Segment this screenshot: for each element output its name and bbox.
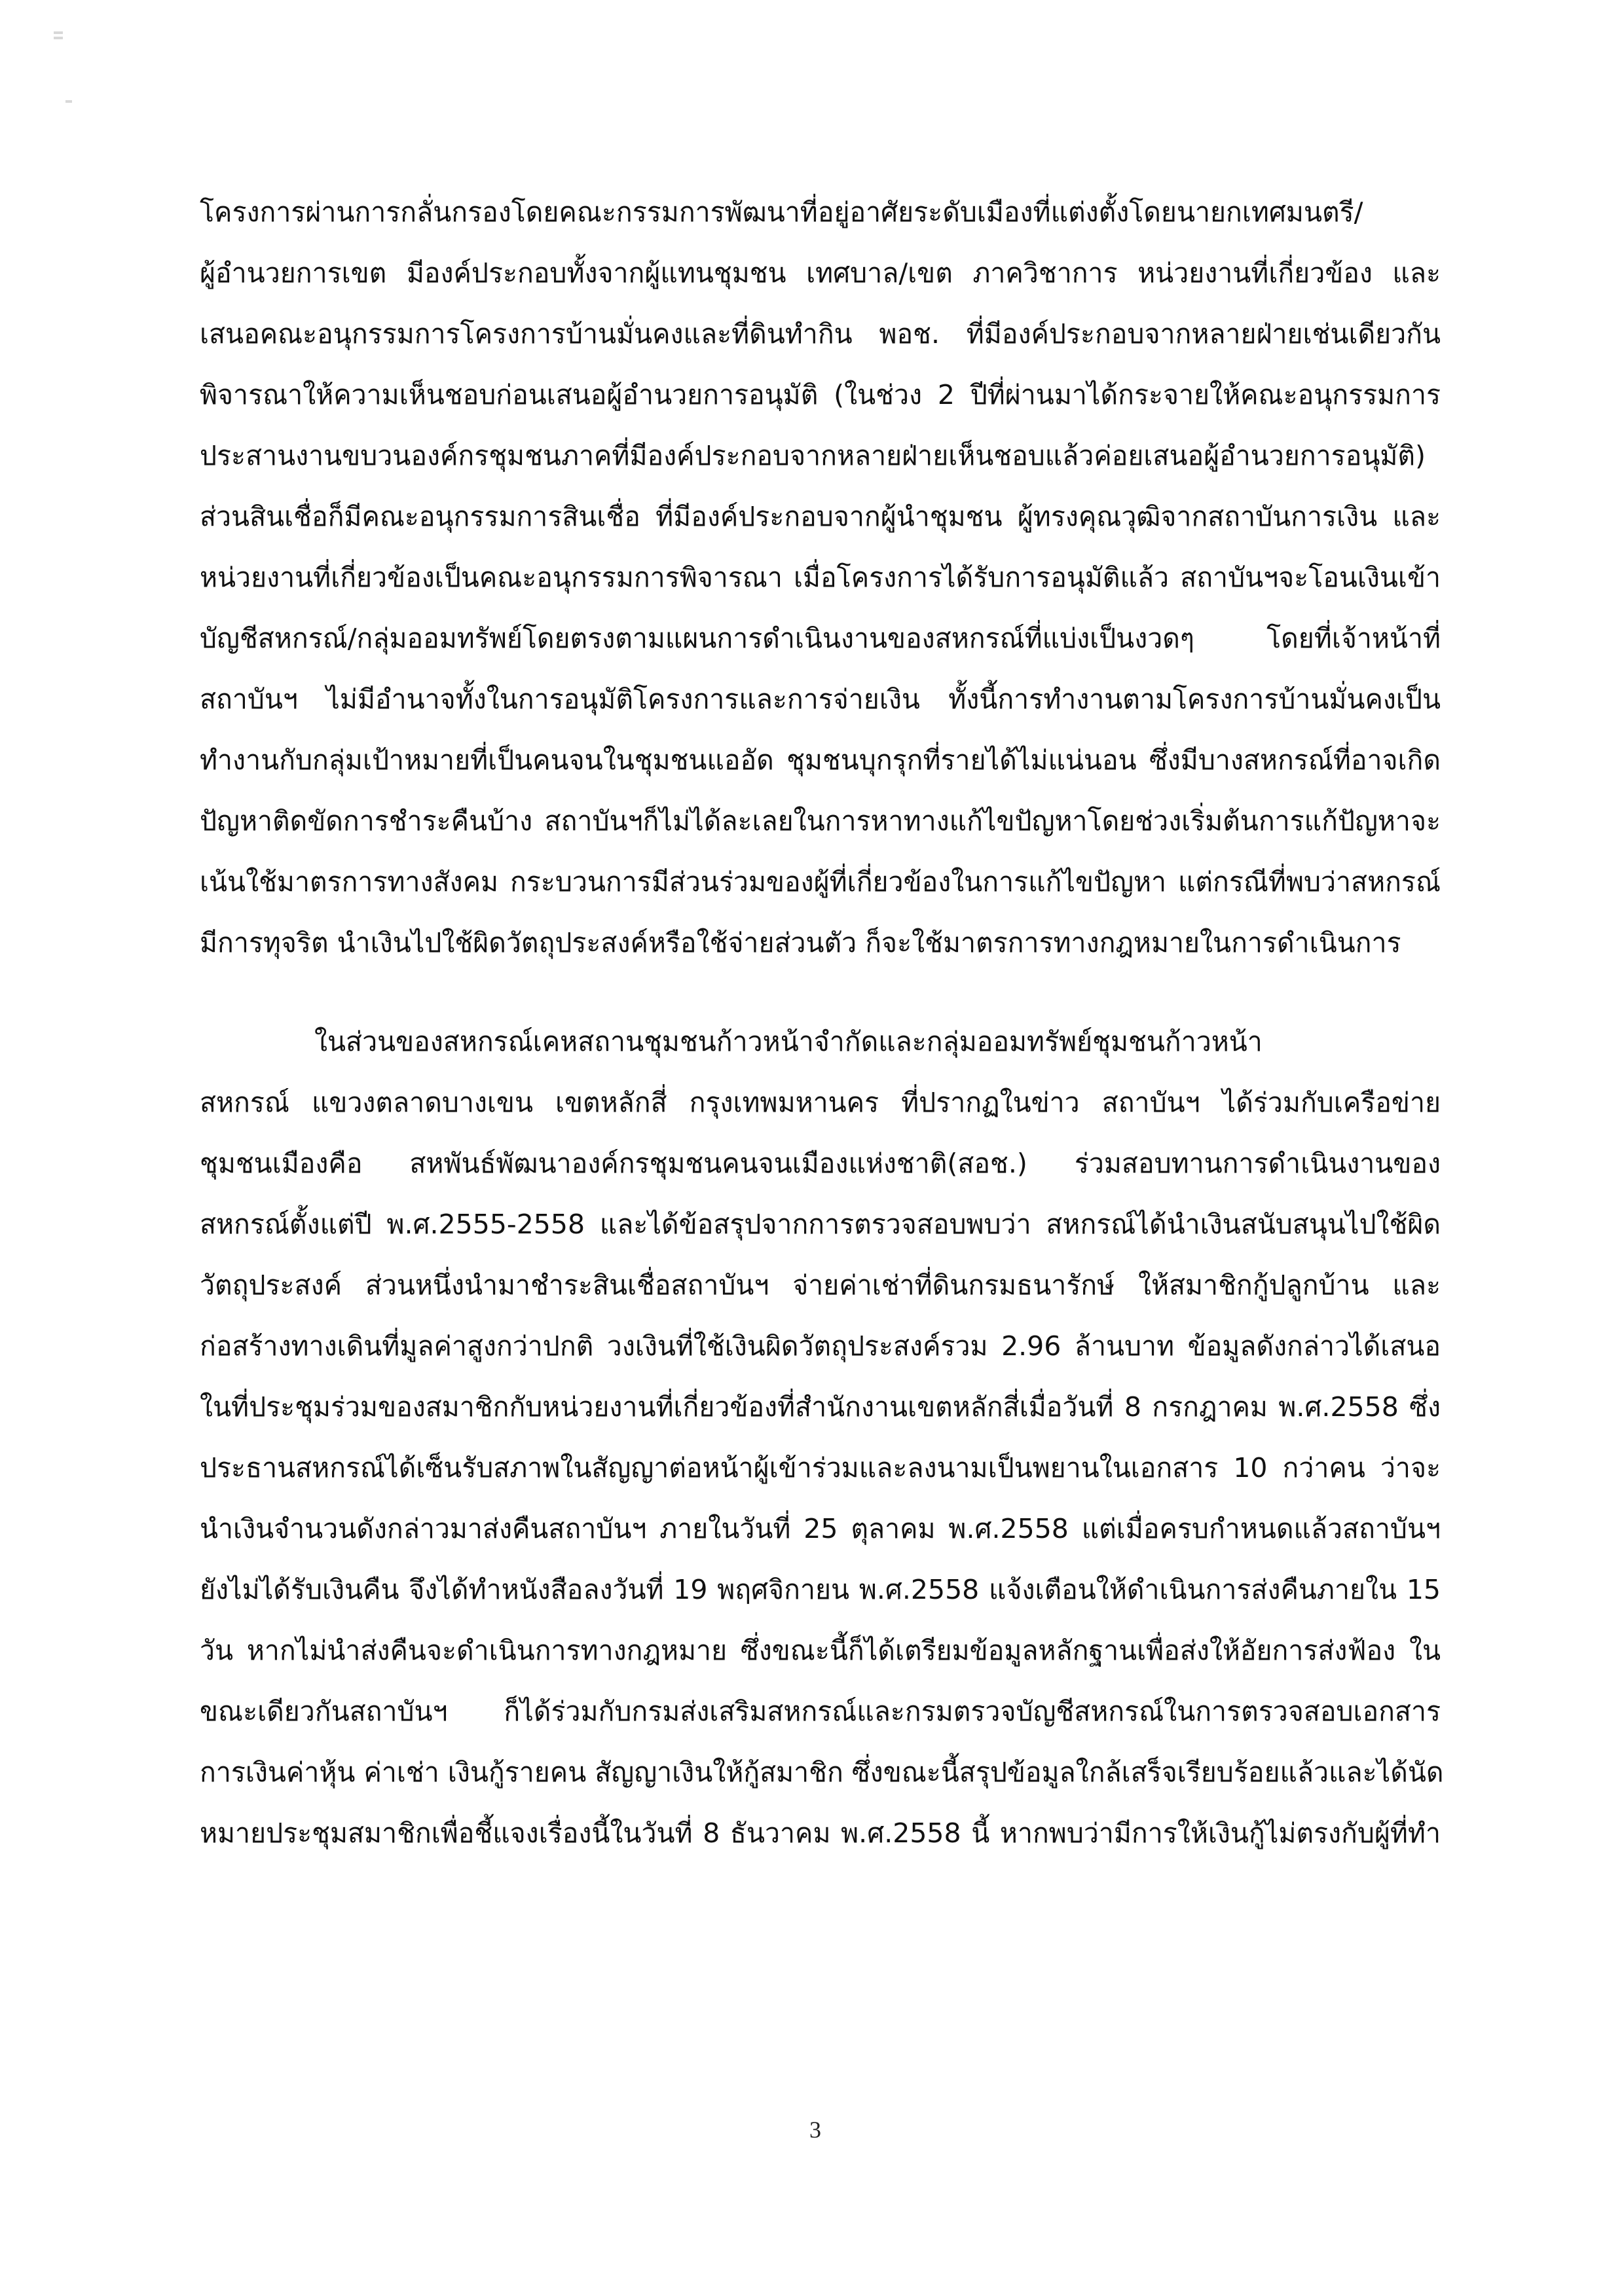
- text-line: ปัญหาติดขัดการชำระคืนบ้าง สถาบันฯก็ไม่ได้ละเลยในการหาทางแก้ไขปัญหาโดยช่วงเริ่มต้นการแก้ปัญหาจะ: [200, 805, 1441, 837]
- scan-artifact: [54, 37, 63, 39]
- text-line: สถาบันฯ ไม่มีอำนาจทั้งในการอนุมัติโครงการและการจ่ายเงิน ทั้งนี้การทำงานตามโครงการบ้านมั่นคงเป็น: [200, 683, 1441, 715]
- text-line: เสนอคณะอนุกรรมการโครงการบ้านมั่นคงและที่ดินทำกิน พอช. ที่มีองค์ประกอบจากหลายฝ่ายเช่นเดียวกัน: [200, 318, 1441, 350]
- scan-artifact: [54, 31, 63, 34]
- text-line: โครงการผ่านการกลั่นกรองโดยคณะกรรมการพัฒนาที่อยู่อาศัยระดับเมืองที่แต่งตั้งโดยนายกเทศมนตรี/: [200, 196, 1363, 228]
- scan-artifact: [65, 100, 72, 103]
- text-line: ส่วนสินเชื่อก็มีคณะอนุกรรมการสินเชื่อ ที่มีองค์ประกอบจากผู้นำชุมชน ผู้ทรงคุณวุฒิจากสถาบันการเงิน และ: [200, 501, 1441, 532]
- text-line: สหกรณ์ตั้งแต่ปี พ.ศ.2555-2558 และได้ข้อสรุปจากการตรวจสอบพบว่า สหกรณ์ได้นำเงินสนับสนุนไปใช้ผิด: [200, 1209, 1441, 1240]
- text-line: วัตถุประสงค์ ส่วนหนึ่งนำมาชำระสินเชื่อสถาบันฯ จ่ายค่าเช่าที่ดินกรมธนารักษ์ ให้สมาชิกกู้ปลูกบ้าน และ: [200, 1269, 1441, 1301]
- text-line: ผู้อำนวยการเขต มีองค์ประกอบทั้งจากผู้แทนชุมชน เทศบาล/เขต ภาควิชาการ หน่วยงานที่เกี่ยวข้อง และ: [200, 257, 1441, 289]
- text-line: บัญชีสหกรณ์/กลุ่มออมทรัพย์โดยตรงตามแผนการดำเนินงานของสหกรณ์ที่แบ่งเป็นงวดๆ โดยที่เจ้าหน้าที่: [200, 623, 1441, 654]
- text-line: มีการทุจริต นำเงินไปใช้ผิดวัตถุประสงค์หรือใช้จ่ายส่วนตัว ก็จะใช้มาตรการทางกฎหมายในการดำเนินการ: [200, 927, 1401, 958]
- text-line: ในส่วนของสหกรณ์เคหสถานชุมชนก้าวหน้าจำกัดและกลุ่มออมทรัพย์ชุมชนก้าวหน้า: [314, 1026, 1263, 1057]
- text-line: ชุมชนเมืองคือ สหพันธ์พัฒนาองค์กรชุมชนคนจนเมืองแห่งชาติ(สอช.) ร่วมสอบทานการดำเนินงานของ: [200, 1148, 1441, 1179]
- text-line: นำเงินจำนวนดังกล่าวมาส่งคืนสถาบันฯ ภายในวันที่ 25 ตุลาคม พ.ศ.2558 แต่เมื่อครบกำหนดแล้วสถาบันฯ: [200, 1513, 1441, 1544]
- page-number: 3: [809, 2117, 821, 2143]
- text-line: สหกรณ์ แขวงตลาดบางเขน เขตหลักสี่ กรุงเทพมหานคร ที่ปรากฏในข่าว สถาบันฯ ได้ร่วมกับเครือข่าย: [200, 1087, 1441, 1118]
- text-line: ในที่ประชุมร่วมของสมาชิกกับหน่วยงานที่เกี่ยวข้องที่สำนักงานเขตหลักสี่เมื่อวันที่ 8 กรกฎาคม พ.ศ.2558 ซึ่ง: [200, 1391, 1441, 1423]
- text-line: ประสานงานขบวนองค์กรชุมชนภาคที่มีองค์ประกอบจากหลายฝ่ายเห็นชอบแล้วค่อยเสนอผู้อำนวยการอนุมัติ): [200, 440, 1426, 471]
- text-line: ทำงานกับกลุ่มเป้าหมายที่เป็นคนจนในชุมชนแออัด ชุมชนบุกรุกที่รายได้ไม่แน่นอน ซึ่งมีบางสหกรณ์ที่อาจเกิด: [200, 744, 1441, 776]
- text-line: การเงินค่าหุ้น ค่าเช่า เงินกู้รายคน สัญญาเงินให้กู้สมาชิก ซึ่งขณะนี้สรุปข้อมูลใกล้เสร็จเรียบร้อยแล้วและได้นัด: [200, 1757, 1444, 1788]
- text-line: หน่วยงานที่เกี่ยวข้องเป็นคณะอนุกรรมการพิจารณา เมื่อโครงการได้รับการอนุมัติแล้ว สถาบันฯจะโอนเงินเข้า: [200, 562, 1441, 593]
- text-line: ประธานสหกรณ์ได้เซ็นรับสภาพในสัญญาต่อหน้าผู้เข้าร่วมและลงนามเป็นพยานในเอกสาร 10 กว่าคน ว่าจะ: [200, 1452, 1441, 1484]
- text-line: ยังไม่ได้รับเงินคืน จึงได้ทำหนังสือลงวันที่ 19 พฤศจิกายน พ.ศ.2558 แจ้งเตือนให้ดำเนินการส่งคืนภายใน 15: [200, 1574, 1441, 1605]
- text-line: เน้นใช้มาตรการทางสังคม กระบวนการมีส่วนร่วมของผู้ที่เกี่ยวข้องในการแก้ไขปัญหา แต่กรณีที่พบว่าสหกรณ์: [200, 866, 1441, 898]
- text-line: ขณะเดียวกันสถาบันฯ ก็ได้ร่วมกับกรมส่งเสริมสหกรณ์และกรมตรวจบัญชีสหกรณ์ในการตรวจสอบเอกสาร: [200, 1696, 1441, 1727]
- text-line: วัน หากไม่นำส่งคืนจะดำเนินการทางกฎหมาย ซึ่งขณะนี้ก็ได้เตรียมข้อมูลหลักฐานเพื่อส่งให้อัยการส่งฟ้อง ใน: [200, 1635, 1441, 1666]
- text-line: ก่อสร้างทางเดินที่มูลค่าสูงกว่าปกติ วงเงินที่ใช้เงินผิดวัตถุประสงค์รวม 2.96 ล้านบาท ข้อมูลดังกล่าวได้เสนอ: [200, 1330, 1441, 1362]
- text-line: พิจารณาให้ความเห็นชอบก่อนเสนอผู้อำนวยการอนุมัติ (ในช่วง 2 ปีที่ผ่านมาได้กระจายให้คณะอนุกรรมการ: [200, 379, 1441, 410]
- text-line: หมายประชุมสมาชิกเพื่อชี้แจงเรื่องนี้ในวันที่ 8 ธันวาคม พ.ศ.2558 นี้ หากพบว่ามีการให้เงินกู้ไม่ตรงกับผู้ที่ทำ: [200, 1817, 1441, 1849]
